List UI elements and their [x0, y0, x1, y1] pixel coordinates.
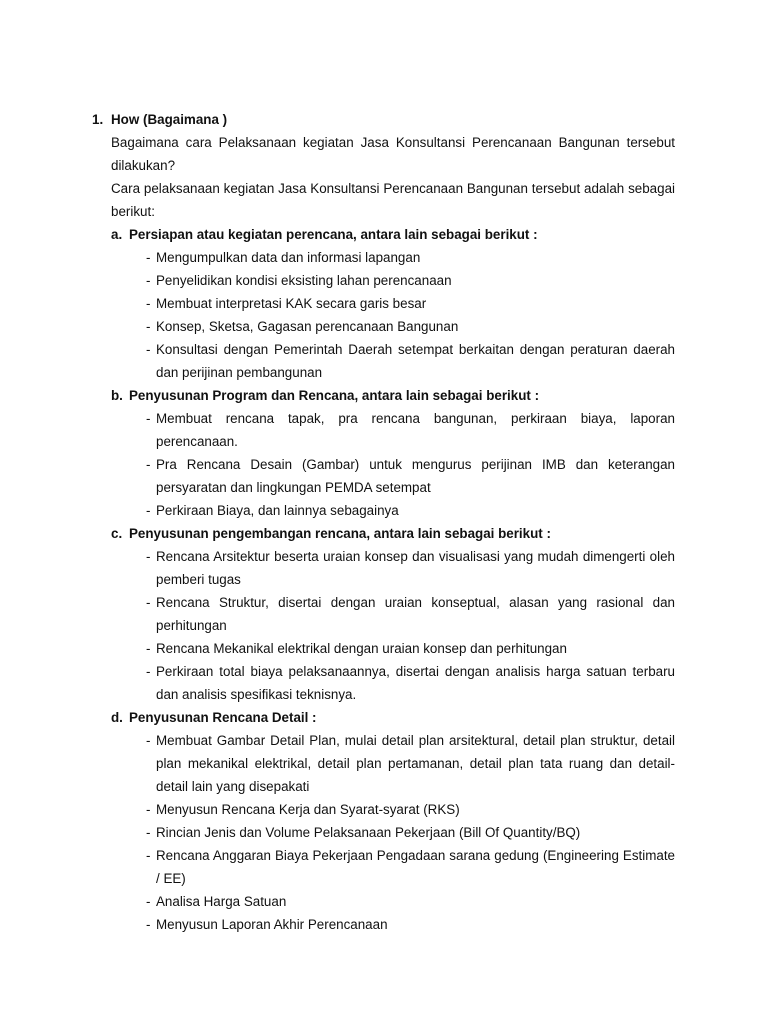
list-item-text: Membuat rencana tapak, pra rencana bangunan, perkiraan biaya, laporan perencanaan. [156, 411, 675, 449]
bullet-list [129, 545, 675, 706]
dash-marker: - [146, 733, 151, 748]
section-a [111, 223, 675, 384]
list-item-text: Menyusun Rencana Kerja dan Syarat-syarat (RKS) [156, 802, 460, 817]
answer-intro-paragraph: Cara pelaksanaan kegiatan Jasa Konsultansi Perencanaan Bangunan tersebut adalah sebagai berikut: [111, 181, 675, 219]
section-letter: a. [111, 227, 123, 242]
bullet-list [129, 407, 675, 522]
dash-marker: - [146, 250, 151, 265]
list-item-text: Membuat interpretasi KAK secara garis besar [156, 296, 427, 311]
section-heading: Penyusunan Rencana Detail : [129, 710, 317, 725]
section-b [111, 384, 675, 522]
list-item [129, 660, 675, 706]
list-item-text: Pra Rencana Desain (Gambar) untuk mengurus perijinan IMB dan keterangan persyaratan dan lingkungan PEMDA setempat [156, 457, 675, 495]
list-item [129, 844, 675, 890]
dash-marker: - [146, 273, 151, 288]
list-item-text: Membuat Gambar Detail Plan, mulai detail plan arsitektural, detail plan struktur, detail plan mekanikal elektrikal, detail plan pertamanan, detail plan tata ruang dan detail-detail lain yang disepakati [156, 733, 675, 794]
list-item-text: Konsultasi dengan Pemerintah Daerah setempat berkaitan dengan peraturan daerah dan perijinan pembangunan [156, 342, 675, 380]
list-item-text: Perkiraan Biaya, dan lainnya sebagainya [156, 503, 399, 518]
item-number: 1. [92, 112, 104, 127]
bullet-list [129, 246, 675, 384]
list-item [129, 315, 675, 338]
list-item-text: Menyusun Laporan Akhir Perencanaan [156, 917, 388, 932]
dash-marker: - [146, 848, 151, 863]
sections-list [111, 223, 675, 936]
section-heading: Penyusunan Program dan Rencana, antara lain sebagai berikut : [129, 388, 540, 403]
section-letter: b. [111, 388, 123, 403]
dash-marker: - [146, 802, 151, 817]
list-item-text: Rincian Jenis dan Volume Pelaksanaan Pekerjaan (Bill Of Quantity/BQ) [156, 825, 581, 840]
list-item [129, 499, 675, 522]
list-item-text: Perkiraan total biaya pelaksanaannya, disertai dengan analisis harga satuan terbaru dan analisis spesifikasi teknisnya. [156, 664, 675, 702]
list-item [129, 246, 675, 269]
section-letter: c. [111, 526, 123, 541]
list-item-text: Analisa Harga Satuan [156, 894, 287, 909]
list-item [129, 637, 675, 660]
dash-marker: - [146, 319, 151, 334]
list-item [129, 821, 675, 844]
dash-marker: - [146, 825, 151, 840]
item-title: How (Bagaimana ) [111, 112, 228, 127]
list-item [129, 913, 675, 936]
dash-marker: - [146, 411, 151, 426]
list-item-text: Rencana Struktur, disertai dengan uraian konseptual, alasan yang rasional dan perhitungan [156, 595, 675, 633]
document-body [92, 108, 675, 936]
list-item [129, 338, 675, 384]
dash-marker: - [146, 549, 151, 564]
dash-marker: - [146, 342, 151, 357]
list-item [129, 798, 675, 821]
list-item-text: Mengumpulkan data dan informasi lapangan [156, 250, 421, 265]
list-item [129, 269, 675, 292]
section-letter: d. [111, 710, 123, 725]
section-heading: Persiapan atau kegiatan perencana, antara lain sebagai berikut : [129, 227, 538, 242]
dash-marker: - [146, 641, 151, 656]
list-item [129, 545, 675, 591]
list-item [129, 407, 675, 453]
list-item [129, 591, 675, 637]
list-item [129, 292, 675, 315]
dash-marker: - [146, 503, 151, 518]
list-item-text: Rencana Arsitektur beserta uraian konsep dan visualisasi yang mudah dimengerti oleh pemberi tugas [156, 549, 675, 587]
dash-marker: - [146, 595, 151, 610]
numbered-item [92, 108, 675, 936]
section-d [111, 706, 675, 936]
section-c [111, 522, 675, 706]
section-heading: Penyusunan pengembangan rencana, antara lain sebagai berikut : [129, 526, 551, 541]
dash-marker: - [146, 894, 151, 909]
list-item-text: Penyelidikan kondisi eksisting lahan perencanaan [156, 273, 452, 288]
dash-marker: - [146, 664, 151, 679]
list-item [129, 453, 675, 499]
list-item [129, 729, 675, 798]
list-item [129, 890, 675, 913]
list-item-text: Rencana Mekanikal elektrikal dengan uraian konsep dan perhitungan [156, 641, 567, 656]
bullet-list [129, 729, 675, 936]
list-item-text: Konsep, Sketsa, Gagasan perencanaan Bangunan [156, 319, 459, 334]
dash-marker: - [146, 296, 151, 311]
dash-marker: - [146, 457, 151, 472]
dash-marker: - [146, 917, 151, 932]
question-paragraph: Bagaimana cara Pelaksanaan kegiatan Jasa Konsultansi Perencanaan Bangunan tersebut dilakukan? [111, 135, 675, 173]
list-item-text: Rencana Anggaran Biaya Pekerjaan Pengadaan sarana gedung (Engineering Estimate / EE) [156, 848, 675, 886]
